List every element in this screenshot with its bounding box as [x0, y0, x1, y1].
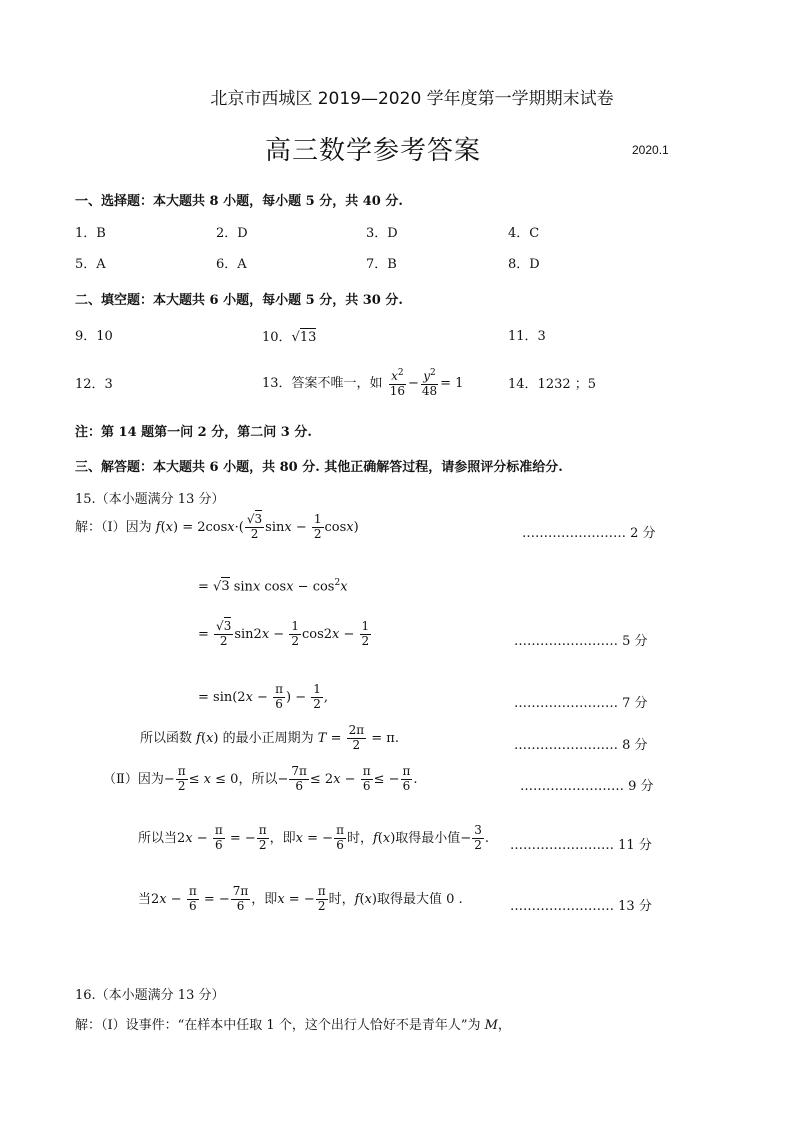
answer-6: 6．A: [216, 257, 247, 272]
q15-line7-points: …………………… 11 分: [510, 838, 652, 853]
section3-heading: 三、解答题：本大题共 6 小题，共 80 分. 其他正确解答过程，请参照评分标准给分.: [75, 460, 563, 475]
answer-4: 4．C: [508, 226, 540, 241]
q15-line8: 当2x − $\frac{\pi}{6}$ = − $\frac{7\pi}{6}$ ，即x = − $\frac{\pi}{2}$ 时，f(x)取得最大值 0 .: [138, 884, 463, 913]
answer-10-label: 10．: [262, 330, 292, 345]
answer-13-frac-y: $\frac{y^2}{48}$: [421, 368, 438, 398]
q16-line1: 解：（Ⅰ）设事件：“在样本中任取 1 个，这个出行人恰好不是青年人”为 M，: [75, 1018, 511, 1033]
q15-line1: 解：（Ⅰ）因为 f(x) = 2cosx·( $\frac{√3}{2}$ sinx − $\frac{1}{2}$ cosx): [75, 512, 359, 541]
answer-8: 8．D: [508, 257, 540, 272]
section2-heading: 二、填空题：本大题共 6 小题，每小题 5 分，共 30 分.: [75, 293, 403, 308]
exam-date: 2020.1: [632, 143, 669, 157]
answer-11: 11．3: [508, 329, 546, 344]
q15-line6-points: …………………… 9 分: [520, 779, 654, 794]
q15-line5: 所以函数 f(x) 的最小正周期为 T = $\frac{2\pi}{2}$ = π.: [140, 723, 399, 752]
answer-2: 2．D: [216, 226, 248, 241]
answer-13-frac-x: $\frac{x^2}{16}$: [389, 368, 405, 398]
q15-line4-points: …………………… 7 分: [514, 696, 648, 711]
answer-14: 14．1232 ；5: [508, 377, 597, 392]
q15-title: 15.（本小题满分 13 分）: [75, 492, 225, 507]
answer-13-label: 13．答案不唯一，如: [262, 375, 383, 391]
q16-title: 16.（本小题满分 13 分）: [75, 988, 225, 1003]
q15-line5-points: …………………… 8 分: [514, 738, 648, 753]
page-title: 高三数学参考答案: [265, 136, 482, 166]
q15-line3-points: …………………… 5 分: [514, 634, 648, 649]
q15-line3: = $\frac{√3}{2}$ sin2x − $\frac{1}{2}$ cos2x − $\frac{1}{2}$: [198, 619, 370, 648]
q15-line2: = √3 sinx $\cos x - \cos^2x$: [198, 578, 348, 595]
answer-12: 12．3: [75, 377, 113, 392]
answer-13-rhs: = 1: [440, 375, 464, 391]
q15-line7: 所以当2x − $\frac{\pi}{6}$ = − $\frac{\pi}{2}$ ，即x = − $\frac{\pi}{6}$ 时，f(x)取得最小值− $\frac{3}{2}$ .: [138, 823, 489, 852]
q15-line1-points: …………………… 2 分: [522, 526, 656, 541]
section1-heading: 一、选择题：本大题共 8 小题，每小题 5 分，共 40 分.: [75, 194, 403, 209]
answer-10-radicand: 13: [299, 330, 317, 345]
q15-line4: = sin(2x − $\frac{\pi}{6}$ ) − $\frac{1}{2}$ ,: [198, 682, 328, 711]
answer-3: 3．D: [366, 226, 398, 241]
q15-line6: （Ⅱ）因为− $\frac{\pi}{2}$ ≤ x ≤ 0，所以− $\frac{7\pi}{6}$ ≤ 2x − $\frac{\pi}{6}$ ≤ − $\frac{\pi}{6}$ .: [103, 764, 418, 793]
exam-title: 北京市西城区 2019—2020 学年度第一学期期末试卷: [210, 89, 614, 109]
answer-9: 9．10: [75, 329, 113, 344]
q15-line8-points: …………………… 13 分: [510, 899, 652, 914]
answer-7: 7．B: [366, 257, 397, 272]
answer-1: 1．B: [75, 226, 106, 241]
scoring-note: 注：第 14 题第一问 2 分，第二问 3 分.: [75, 425, 312, 440]
answer-13: 13．答案不唯一，如 $\frac{x^2}{16}$ − $\frac{y^2}{48}$ = 1: [262, 368, 464, 398]
answer-5: 5．A: [75, 257, 106, 272]
answer-10: 10．√13: [262, 330, 317, 345]
